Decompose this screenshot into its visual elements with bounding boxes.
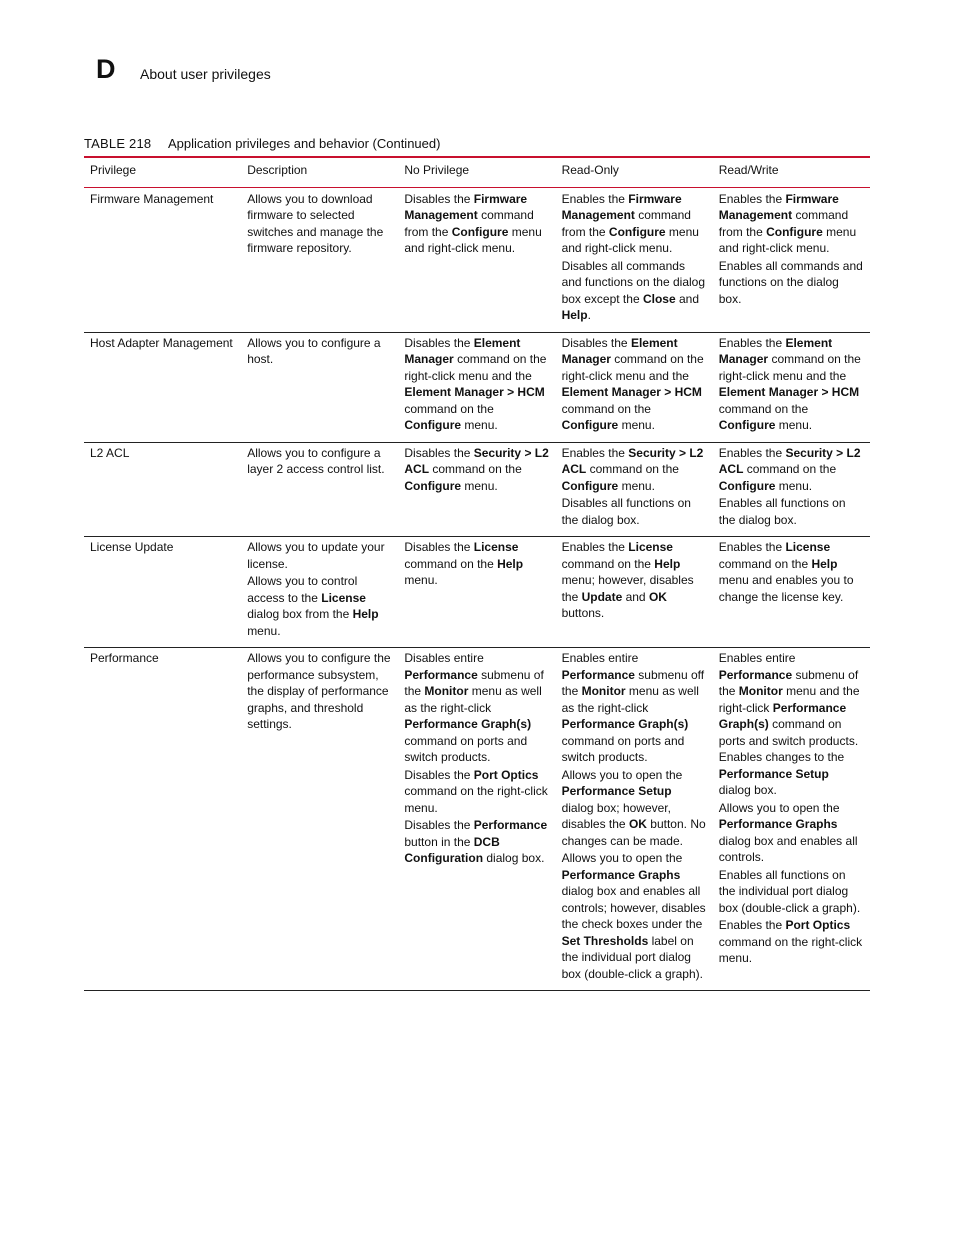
table-row xyxy=(84,187,870,332)
ui-term: Performance Graphs xyxy=(718,817,838,831)
cell-paragraph: Enables the Firmware Management command from the Configure menu and right-click menu. xyxy=(561,191,699,255)
ui-term: Performance Graphs xyxy=(561,867,681,882)
table-caption xyxy=(84,135,440,152)
cell-no-privilege xyxy=(398,442,555,537)
cell-read-only xyxy=(556,537,713,648)
column-header-no-privilege: No Privilege xyxy=(404,163,470,177)
ui-term: Monitor xyxy=(424,684,469,698)
table-number: TABLE 218 xyxy=(84,136,152,151)
ui-term: Configure xyxy=(608,224,666,239)
cell-paragraph: Disables the Element Manager command on the right-click menu and the Element Manager > HCM command on the Configure menu. xyxy=(561,335,704,432)
ui-term: Help xyxy=(811,556,838,571)
ui-term: Performance Graph(s) xyxy=(404,717,532,731)
cell-read-write xyxy=(713,187,870,332)
cell-description xyxy=(241,332,398,442)
ui-term: Performance Graph(s) xyxy=(561,717,689,731)
cell-paragraph: Enables all functions on the dialog box. xyxy=(718,496,846,527)
ui-term: Configure xyxy=(718,418,776,432)
cell-description xyxy=(241,537,398,648)
cell-paragraph: Allows you to download firmware to selected switches and manage the firmware repository. xyxy=(247,191,384,255)
privileges-table xyxy=(84,156,870,991)
column-header-read-write: Read/Write xyxy=(718,163,779,177)
cell-no-privilege xyxy=(398,648,555,991)
ui-term: Configure xyxy=(561,478,619,493)
cell-read-only xyxy=(556,648,713,991)
section-title: About user privileges xyxy=(140,66,271,82)
cell-paragraph: Allows you to open the Performance Setup dialog box; however, disables the OK button. No changes can be made. xyxy=(561,767,706,848)
cell-paragraph: Disables all functions on the dialog box. xyxy=(561,496,691,527)
ui-term: Performance xyxy=(561,667,635,682)
ui-term: Configure xyxy=(451,224,509,239)
ui-term: Security > L2 ACL xyxy=(718,445,861,476)
cell-read-only xyxy=(556,332,713,442)
ui-term: Port Optics xyxy=(785,918,851,932)
table-body xyxy=(84,187,870,991)
cell-paragraph: Disables the Performance button in the DCB Configuration dialog box. xyxy=(404,818,548,865)
ui-term: Configure xyxy=(718,478,776,493)
ui-term: Element Manager > HCM xyxy=(404,385,545,399)
table-row xyxy=(84,648,870,991)
column-header-privilege: Privilege xyxy=(90,163,137,177)
ui-term: OK xyxy=(648,589,667,604)
ui-term: Set Thresholds xyxy=(561,933,649,948)
cell-paragraph: Enables the Element Manager command on the right-click menu and the Element Manager > HCM command on the Configure menu. xyxy=(718,335,861,432)
ui-term: Configure xyxy=(766,224,823,239)
table-title: Application privileges and behavior (Continued) xyxy=(168,136,441,151)
section-letter: D xyxy=(96,54,116,84)
ui-term: Element Manager xyxy=(561,335,678,366)
ui-term: Performance xyxy=(473,818,548,832)
cell-paragraph: Disables all commands and functions on the dialog box except the Close and Help. xyxy=(561,258,706,322)
ui-term: License xyxy=(473,540,519,554)
cell-paragraph: Enables the Port Optics command on the right-click menu. xyxy=(718,918,863,965)
cell-read-write xyxy=(713,537,870,648)
cell-paragraph: Enables the Security > L2 ACL command on the Configure menu. xyxy=(561,445,704,493)
ui-term: Help xyxy=(497,556,524,571)
ui-term: Security > L2 ACL xyxy=(404,445,549,476)
cell-paragraph: Disables the Element Manager command on the right-click menu and the Element Manager > HCM command on the Configure menu. xyxy=(404,335,547,432)
ui-term: Configure xyxy=(561,418,619,432)
cell-paragraph: Enables entire Performance submenu off the Monitor menu as well as the right-click Performance Graph(s) command on ports and switch products. xyxy=(561,651,705,764)
table-row xyxy=(84,332,870,442)
column-header-description: Description xyxy=(247,163,308,177)
ui-term: Performance xyxy=(718,667,793,682)
cell-privilege: License Update xyxy=(90,540,174,554)
table-header-row xyxy=(84,157,870,187)
ui-term: License xyxy=(321,590,366,605)
cell-paragraph: Enables all commands and functions on the dialog box. xyxy=(718,258,863,306)
ui-term: Configure xyxy=(404,478,462,493)
cell-paragraph: Allows you to open the Performance Graphs dialog box and enables all controls; however, disables the check boxes under the Set Thresholds label on the individual port dialog box (double-click a graph). xyxy=(561,851,706,981)
ui-term: Element Manager > HCM xyxy=(718,385,860,399)
cell-read-only xyxy=(556,442,713,537)
ui-term: Element Manager > HCM xyxy=(561,385,702,399)
ui-term: Performance Setup xyxy=(718,766,829,781)
cell-paragraph: Enables the License command on the Help menu; however, disables the Update and OK buttons. xyxy=(561,540,694,620)
cell-paragraph: Allows you to configure the performance subsystem, the display of performance graphs, and threshold settings. xyxy=(247,651,391,731)
ui-term: Firmware Management xyxy=(718,191,839,222)
cell-paragraph: Allows you to configure a layer 2 access control list. xyxy=(247,445,385,476)
ui-term: Update xyxy=(581,589,623,604)
cell-paragraph: Enables the Firmware Management command from the Configure menu and right-click menu. xyxy=(718,191,857,255)
ui-term: Performance Setup xyxy=(561,784,672,798)
cell-paragraph: Enables the License command on the Help menu and enables you to change the license key. xyxy=(718,540,854,604)
ui-term: Close xyxy=(642,291,676,306)
cell-paragraph: Disables the Firmware Management command from the Configure menu and right-click menu. xyxy=(404,191,542,255)
ui-term: Security > L2 ACL xyxy=(561,445,704,476)
cell-no-privilege xyxy=(398,332,555,442)
ui-term: Help xyxy=(352,607,379,621)
ui-term: Help xyxy=(561,308,588,322)
ui-term: Port Optics xyxy=(473,767,539,782)
cell-paragraph: Enables all functions on the individual port dialog box (double-click a graph). xyxy=(718,867,861,915)
cell-paragraph: Disables entire Performance submenu of the Monitor menu as well as the right-click Performance Graph(s) command on ports and switch products. xyxy=(404,651,544,764)
ui-term: DCB Configuration xyxy=(404,834,500,865)
column-header-read-only: Read-Only xyxy=(561,163,619,177)
ui-term: Performance Graph(s) xyxy=(718,700,847,731)
cell-paragraph: Disables the License command on the Help menu. xyxy=(404,540,524,587)
cell-read-write xyxy=(713,442,870,537)
ui-term: Performance xyxy=(404,667,478,682)
ui-term: Monitor xyxy=(738,684,783,698)
cell-paragraph: Disables the Port Optics command on the right-click menu. xyxy=(404,767,548,815)
cell-privilege: Firmware Management xyxy=(90,191,214,206)
ui-term: License xyxy=(628,540,673,554)
ui-term: Monitor xyxy=(581,684,626,698)
cell-read-write xyxy=(713,648,870,991)
ui-term: Configure xyxy=(404,418,462,432)
cell-no-privilege xyxy=(398,537,555,648)
ui-term: Element Manager xyxy=(718,335,833,366)
cell-paragraph: Enables the Security > L2 ACL command on the Configure menu. xyxy=(718,445,861,493)
cell-paragraph: Disables the Security > L2 ACL command on the Configure menu. xyxy=(404,445,549,493)
ui-term: Firmware Management xyxy=(561,191,682,222)
cell-description xyxy=(241,648,398,991)
cell-read-write xyxy=(713,332,870,442)
ui-term: Firmware Management xyxy=(404,191,528,222)
cell-privilege: L2 ACL xyxy=(90,445,130,460)
cell-privilege: Host Adapter Management xyxy=(90,335,233,350)
cell-paragraph: Enables entire Performance submenu of the Monitor menu and the right-click Performance Graph(s) command on ports and switch products. Enables changes to the Performance Setup dialog box. xyxy=(718,651,860,797)
cell-no-privilege xyxy=(398,187,555,332)
cell-privilege: Performance xyxy=(90,651,159,665)
ui-term: OK xyxy=(628,817,647,831)
ui-term: Help xyxy=(654,556,681,571)
cell-description xyxy=(241,187,398,332)
table-row xyxy=(84,442,870,537)
cell-paragraph: Allows you to update your license. xyxy=(247,540,385,571)
cell-description xyxy=(241,442,398,537)
cell-paragraph: Allows you to configure a host. xyxy=(247,335,381,366)
table-row xyxy=(84,537,870,648)
cell-read-only xyxy=(556,187,713,332)
cell-paragraph: Allows you to control access to the License dialog box from the Help menu. xyxy=(247,574,379,638)
ui-term: Element Manager xyxy=(404,335,521,366)
ui-term: License xyxy=(785,540,831,554)
cell-paragraph: Allows you to open the Performance Graphs dialog box and enables all controls. xyxy=(718,800,858,864)
